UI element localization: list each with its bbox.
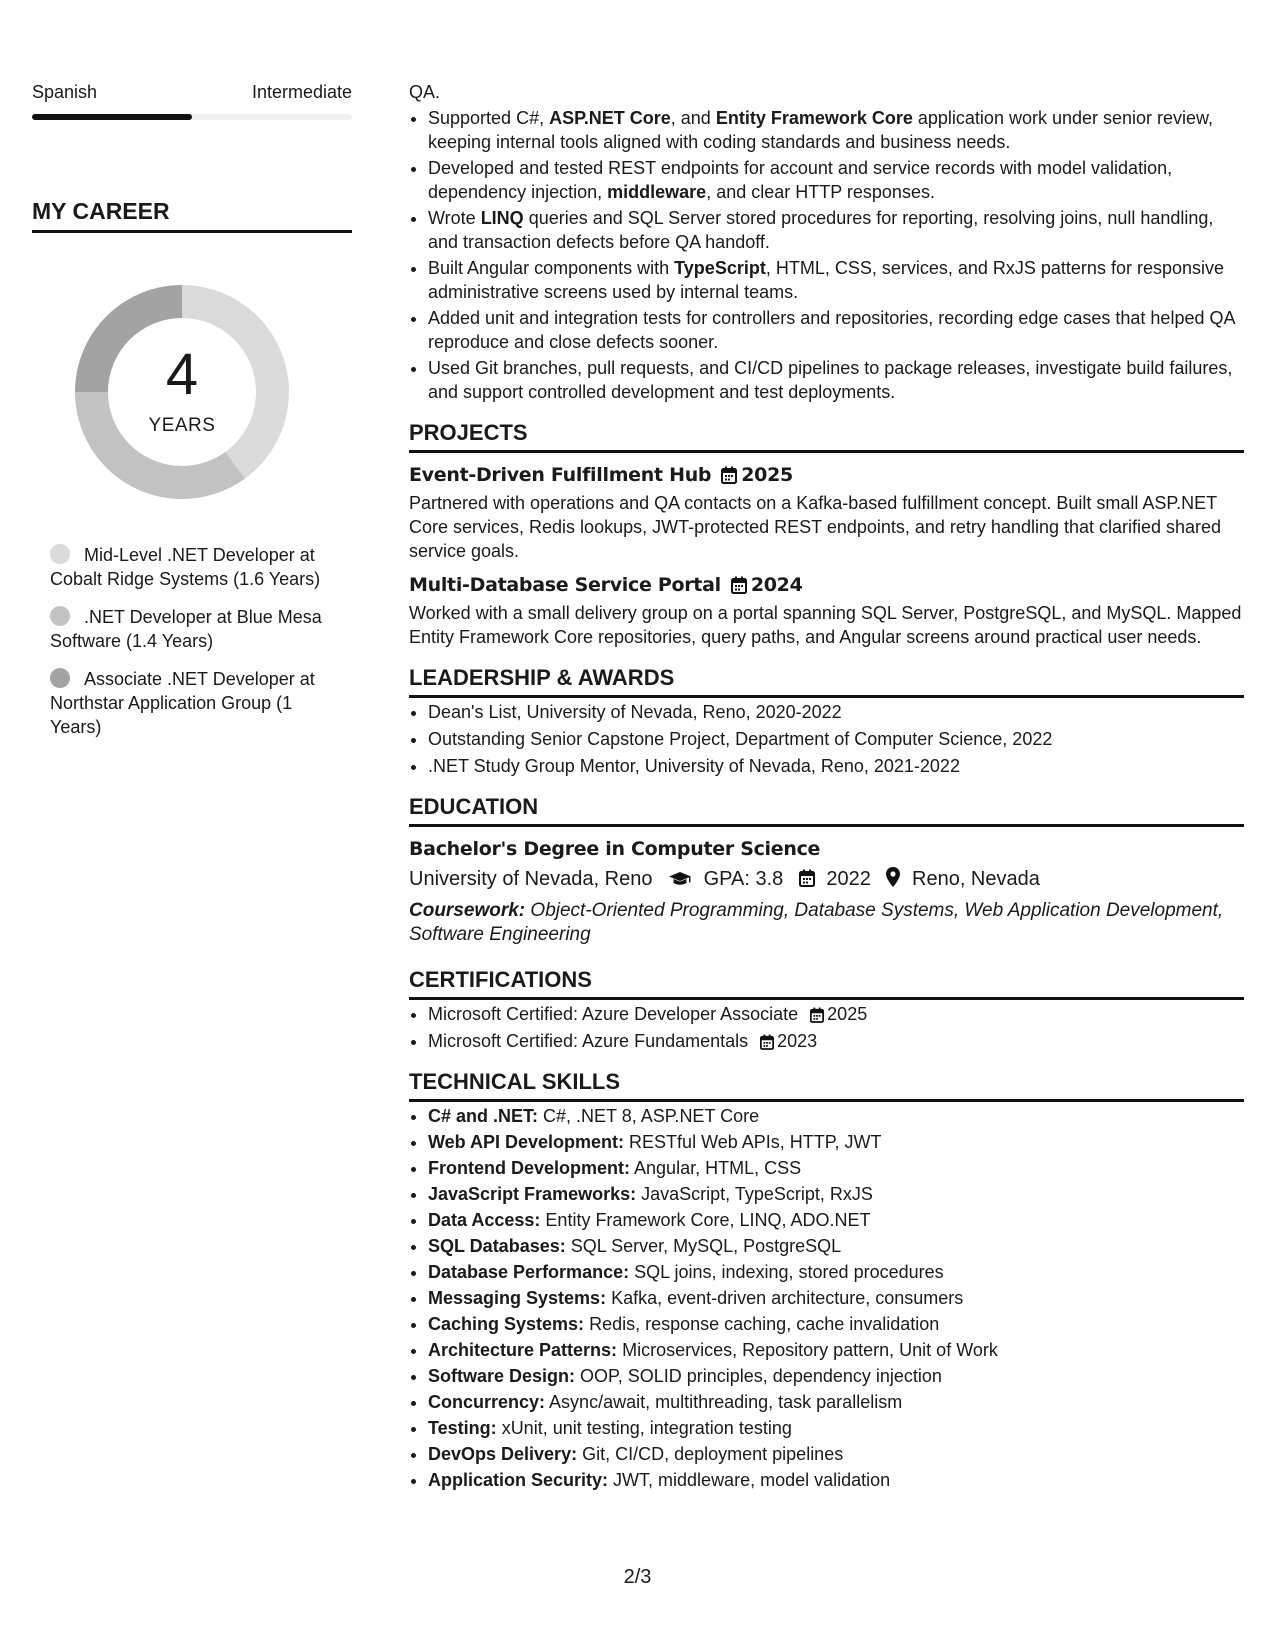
career-legend-label: Mid-Level .NET Developer at Cobalt Ridge Systems (1.6 Years) — [50, 545, 321, 589]
project-description: Worked with a small delivery group on a portal spanning SQL Server, PostgreSQL, and MySQL. Mapped Entity Framework Core repositories, query paths, and Angular screens around practical user needs. — [409, 603, 1242, 647]
project-year: 2024 — [750, 574, 803, 596]
graduation-year: 2022 — [826, 868, 871, 890]
skill-item — [428, 1130, 1244, 1154]
skill-item — [428, 1286, 1244, 1310]
skill-category: Architecture Patterns: — [428, 1340, 618, 1360]
bold-keyword: TypeScript — [674, 258, 766, 278]
skill-item — [428, 1416, 1244, 1440]
calendar-icon — [721, 466, 737, 484]
skill-category: SQL Databases: — [428, 1236, 566, 1256]
leadership-list — [409, 700, 1244, 778]
experience-continued-text: QA. — [409, 82, 441, 102]
skill-category: Caching Systems: — [428, 1314, 585, 1334]
education-heading: EDUCATION — [409, 792, 1244, 827]
skill-values: JavaScript, TypeScript, RxJS — [641, 1184, 873, 1204]
calendar-icon — [731, 576, 747, 594]
project-description: Partnered with operations and QA contacts on a Kafka-based fulfillment concept. Built small ASP.NET Core services, Redis lookups, JWT-protected REST endpoints, and retry handling that clarified shared service goals. — [409, 493, 1222, 561]
bullet-text: queries and SQL Server stored procedures for reporting, resolving joins, null handling, and transaction defects before QA handoff. — [428, 208, 1214, 252]
skill-values: Redis, response caching, cache invalidation — [589, 1314, 940, 1334]
education-location: Reno, Nevada — [912, 868, 1040, 890]
bullet-text: , HTML, CSS, services, and RxJS patterns for responsive administrative screens used by internal teams. — [428, 258, 1224, 302]
experience-bullet — [428, 206, 1244, 254]
project-title: Multi-Database Service Portal — [409, 574, 721, 596]
calendar-icon — [810, 1007, 824, 1023]
bullet-text: Added unit and integration tests for controllers and repositories, recording edge cases that helped QA reproduce and close defects sooner. — [428, 308, 1235, 352]
experience-bullets — [409, 106, 1244, 404]
bullet-text: , and clear HTTP responses. — [706, 182, 935, 202]
skill-item — [428, 1260, 1244, 1284]
coursework-list: Object-Oriented Programming, Database Systems, Web Application Development, Software Engineering — [409, 900, 1224, 945]
language-proficiency-fill — [32, 114, 192, 120]
skill-category: Application Security: — [428, 1470, 609, 1490]
career-legend-item — [50, 667, 335, 739]
legend-dot-icon — [50, 668, 70, 688]
language-proficiency-bar — [32, 114, 352, 120]
location-pin-icon — [886, 867, 900, 887]
leadership-heading: LEADERSHIP & AWARDS — [409, 663, 1244, 698]
skill-category: Data Access: — [428, 1210, 541, 1230]
certification-name: Microsoft Certified: Azure Developer Associate — [428, 1004, 799, 1024]
career-total-years: 4 — [165, 342, 199, 407]
skill-item — [428, 1312, 1244, 1336]
career-years-unit: YEARS — [148, 415, 216, 436]
coursework-label: Coursework: — [409, 900, 526, 921]
certifications-list — [409, 1002, 1244, 1053]
page-number: 2/3 — [623, 1566, 652, 1588]
projects-heading: PROJECTS — [409, 418, 1244, 453]
skill-item — [428, 1442, 1244, 1466]
education-meta — [409, 865, 1244, 893]
certification-item — [428, 1029, 1244, 1053]
skills-list — [409, 1104, 1244, 1492]
skill-values: Angular, HTML, CSS — [634, 1158, 802, 1178]
experience-bullet — [428, 356, 1244, 404]
gpa: GPA: 3.8 — [703, 868, 784, 890]
sidebar — [32, 80, 352, 753]
bold-keyword: LINQ — [480, 208, 524, 228]
legend-dot-icon — [50, 544, 70, 564]
skill-item — [428, 1104, 1244, 1128]
bullet-text: Developed and tested REST endpoints for account and service records with model validation, dependency injection, — [428, 158, 1173, 202]
career-legend-label: .NET Developer at Blue Mesa Software (1.4 Years) — [50, 607, 322, 651]
bold-keyword: Entity Framework Core — [715, 108, 913, 128]
skill-values: Microservices, Repository pattern, Unit of Work — [622, 1340, 998, 1360]
certification-year: 2023 — [777, 1031, 818, 1051]
skill-values: Kafka, event-driven architecture, consumers — [611, 1288, 964, 1308]
donut-segment-2 — [75, 392, 245, 499]
skill-values: Async/await, multithreading, task parallelism — [549, 1392, 903, 1412]
certification-year: 2025 — [827, 1004, 868, 1024]
leadership-item: • Dean's List, University of Nevada, Reno, 2020-2022 — [428, 700, 1244, 724]
bold-keyword: middleware — [607, 182, 707, 202]
bullet-text: Wrote — [428, 208, 481, 228]
skill-category: Concurrency: — [428, 1392, 546, 1412]
certification-item — [428, 1002, 1244, 1026]
skill-item — [428, 1234, 1244, 1258]
graduation-cap-icon — [668, 871, 692, 887]
project-title: Event-Driven Fulfillment Hub — [409, 464, 712, 486]
bold-keyword: ASP.NET Core — [549, 108, 671, 128]
bullet-text: Built Angular components with — [428, 258, 675, 278]
bullet-text: Supported C#, — [428, 108, 550, 128]
project-title-row — [409, 461, 1244, 489]
leadership-item: • Outstanding Senior Capstone Project, Department of Computer Science, 2022 — [428, 727, 1244, 751]
career-legend-label: Associate .NET Developer at Northstar Application Group (1 Years) — [50, 669, 315, 737]
skill-category: Testing: — [428, 1418, 497, 1438]
skill-values: Entity Framework Core, LINQ, ADO.NET — [545, 1210, 871, 1230]
language-name: Spanish — [32, 82, 98, 102]
language-row — [32, 80, 352, 104]
skill-category: C# and .NET: — [428, 1106, 539, 1126]
career-legend — [50, 543, 335, 739]
language-level: Intermediate — [251, 82, 352, 102]
skill-values: SQL joins, indexing, stored procedures — [634, 1262, 944, 1282]
projects-list — [409, 461, 1244, 649]
career-legend-item — [50, 543, 335, 591]
experience-bullet — [428, 156, 1244, 204]
skill-values: RESTful Web APIs, HTTP, JWT — [629, 1132, 882, 1152]
school-name: University of Nevada, Reno — [409, 868, 653, 890]
skill-category: DevOps Delivery: — [428, 1444, 578, 1464]
skill-item — [428, 1468, 1244, 1492]
bullet-text: , and — [670, 108, 716, 128]
bullet-text: Used Git branches, pull requests, and CI/CD pipelines to package releases, investigate build failures, and support controlled development and test deployments. — [428, 358, 1233, 402]
leadership-item: • .NET Study Group Mentor, University of Nevada, Reno, 2021-2022 — [428, 754, 1244, 778]
career-heading: MY CAREER — [32, 196, 352, 233]
skill-item — [428, 1338, 1244, 1362]
skill-category: Web API Development: — [428, 1132, 625, 1152]
skill-category: Messaging Systems: — [428, 1288, 607, 1308]
skills-heading: TECHNICAL SKILLS — [409, 1067, 1244, 1102]
skill-item — [428, 1390, 1244, 1414]
certifications-heading: CERTIFICATIONS — [409, 965, 1244, 1000]
career-legend-item — [50, 605, 335, 653]
skill-item — [428, 1156, 1244, 1180]
calendar-icon — [760, 1034, 774, 1050]
degree-title: Bachelor's Degree in Computer Science — [409, 838, 821, 860]
skill-category: Database Performance: — [428, 1262, 630, 1282]
skill-item — [428, 1208, 1244, 1232]
main-content — [409, 80, 1244, 1494]
skill-item — [428, 1364, 1244, 1388]
bullet-text: application work under senior review, keeping internal tools aligned with coding standards and business needs. — [428, 108, 1214, 152]
legend-dot-icon — [50, 606, 70, 626]
experience-bullet — [428, 106, 1244, 154]
project-title-row — [409, 571, 1244, 599]
experience-bullet — [428, 306, 1244, 354]
career-donut-chart — [67, 277, 297, 507]
skill-values: C#, .NET 8, ASP.NET Core — [543, 1106, 760, 1126]
skill-values: SQL Server, MySQL, PostgreSQL — [570, 1236, 842, 1256]
skill-values: xUnit, unit testing, integration testing — [501, 1418, 792, 1438]
coursework — [409, 899, 1244, 947]
skill-category: Frontend Development: — [428, 1158, 631, 1178]
skill-category: JavaScript Frameworks: — [428, 1184, 637, 1204]
experience-bullet — [428, 256, 1244, 304]
skill-values: Git, CI/CD, deployment pipelines — [582, 1444, 844, 1464]
certification-name: Microsoft Certified: Azure Fundamentals — [428, 1031, 749, 1051]
skill-values: JWT, middleware, model validation — [613, 1470, 891, 1490]
skill-values: OOP, SOLID principles, dependency injection — [580, 1366, 942, 1386]
skill-category: Software Design: — [428, 1366, 576, 1386]
calendar-icon — [799, 869, 815, 887]
project-year: 2025 — [741, 464, 793, 486]
skill-item — [428, 1182, 1244, 1206]
